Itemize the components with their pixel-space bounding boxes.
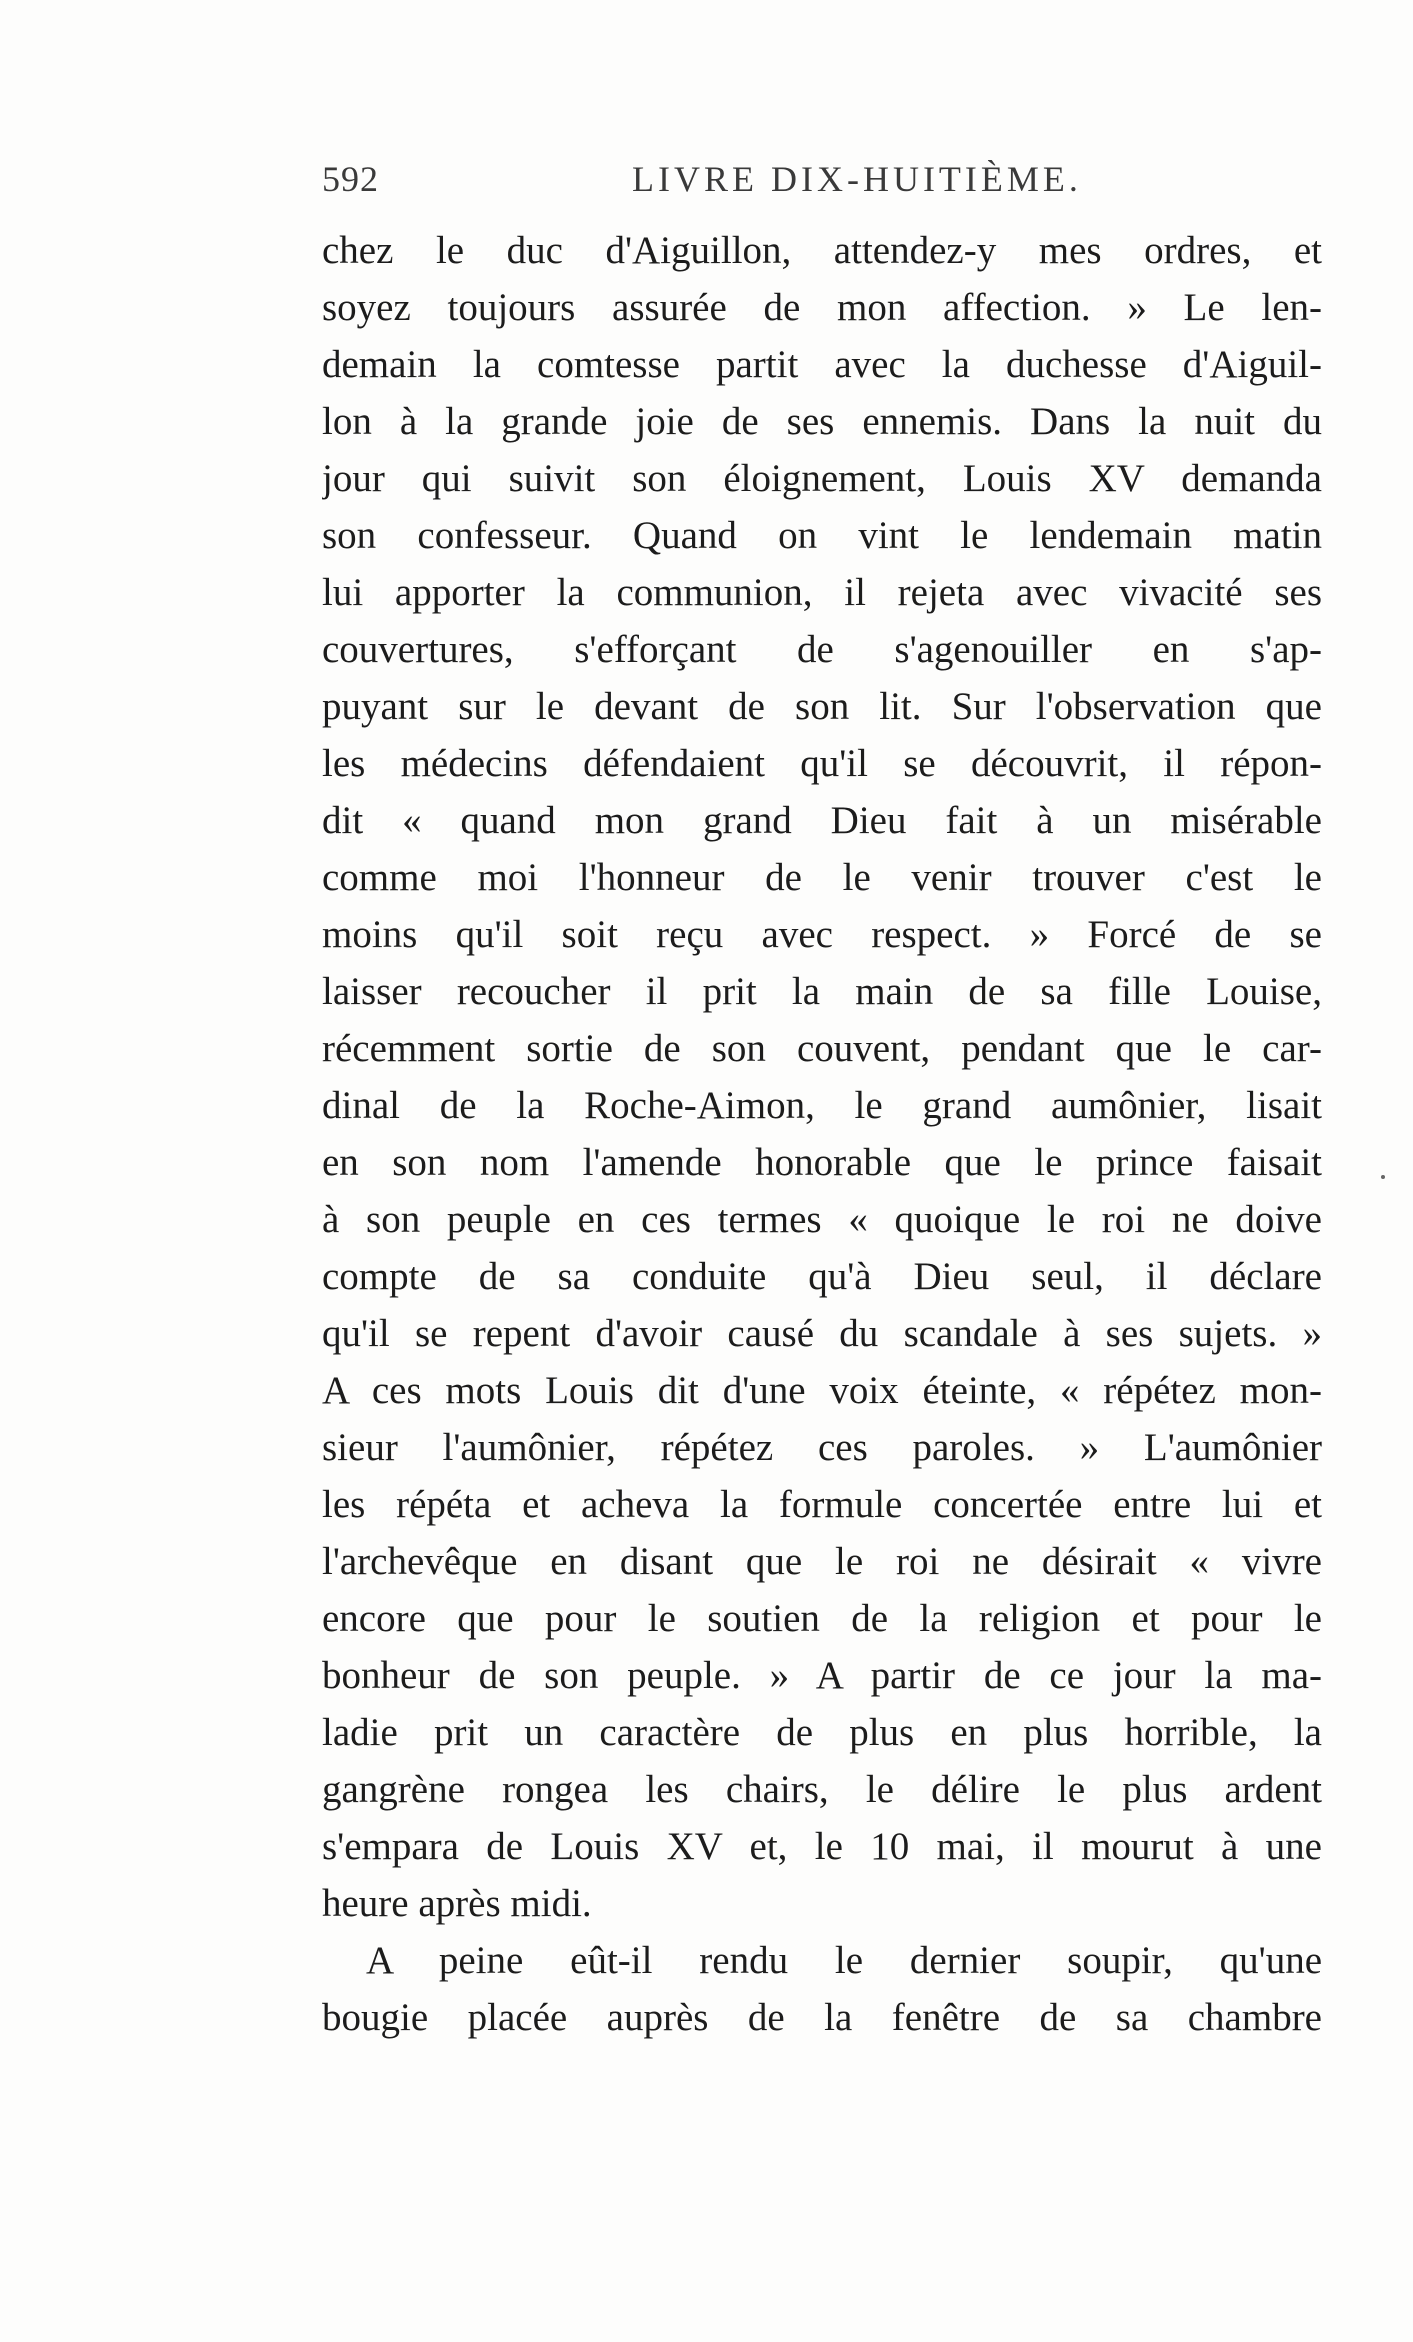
text-line: puyant sur le devant de son lit. Sur l'observation que	[322, 685, 1322, 728]
text-line: lon à la grande joie de ses ennemis. Dans la nuit du	[322, 400, 1322, 443]
text-line: soyez toujours assurée de mon affection. » Le len-	[322, 286, 1322, 329]
text-line: les médecins défendaient qu'il se découvrit, il répon-	[322, 742, 1322, 785]
text-line: gangrène rongea les chairs, le délire le plus ardent	[322, 1768, 1322, 1811]
text-line: chez le duc d'Aiguillon, attendez-y mes ordres, et	[322, 229, 1322, 272]
text-line: les répéta et acheva la formule concertée entre lui et	[322, 1483, 1322, 1526]
text-line: comme moi l'honneur de le venir trouver c'est le	[322, 856, 1322, 899]
text-line: compte de sa conduite qu'à Dieu seul, il déclare	[322, 1255, 1322, 1298]
text-line: A ces mots Louis dit d'une voix éteinte, « répétez mon-	[322, 1369, 1322, 1412]
text-line: dinal de la Roche-Aimon, le grand aumônier, lisait	[322, 1084, 1322, 1127]
running-head	[322, 158, 1332, 208]
text-line: ladie prit un caractère de plus en plus horrible, la	[322, 1711, 1322, 1754]
body-text	[322, 222, 1322, 2046]
text-line: heure après midi.	[322, 1882, 592, 1925]
text-line: récemment sortie de son couvent, pendant que le car-	[322, 1027, 1322, 1070]
text-line: jour qui suivit son éloignement, Louis XV demanda	[322, 457, 1322, 500]
text-line: lui apporter la communion, il rejeta avec vivacité ses	[322, 571, 1322, 614]
text-line: encore que pour le soutien de la religion et pour le	[322, 1597, 1322, 1640]
page-number: 592	[322, 159, 379, 199]
text-line: sieur l'aumônier, répétez ces paroles. » L'aumônier	[322, 1426, 1322, 1469]
text-line: s'empara de Louis XV et, le 10 mai, il mourut à une	[322, 1825, 1322, 1868]
text-line: bougie placée auprès de la fenêtre de sa chambre	[322, 1996, 1322, 2039]
text-line: en son nom l'amende honorable que le prince faisait	[322, 1141, 1322, 1184]
text-line: son confesseur. Quand on vint le lendemain matin	[322, 514, 1322, 557]
text-line: laisser recoucher il prit la main de sa fille Louise,	[322, 970, 1322, 1013]
text-line: qu'il se repent d'avoir causé du scandale à ses sujets. »	[322, 1312, 1322, 1355]
text-line: couvertures, s'efforçant de s'agenouiller en s'ap-	[322, 628, 1322, 671]
text-line: A peine eût-il rendu le dernier soupir, qu'une	[366, 1939, 1322, 1982]
margin-mark	[1381, 1175, 1385, 1179]
text-line: bonheur de son peuple. » A partir de ce jour la ma-	[322, 1654, 1322, 1697]
running-title: LIVRE DIX-HUITIÈME.	[632, 159, 1082, 199]
text-line: moins qu'il soit reçu avec respect. » Forcé de se	[322, 913, 1322, 956]
text-line: demain la comtesse partit avec la duchesse d'Aiguil-	[322, 343, 1322, 386]
text-line: à son peuple en ces termes « quoique le roi ne doive	[322, 1198, 1322, 1241]
text-line: dit « quand mon grand Dieu fait à un misérable	[322, 799, 1322, 842]
text-line: l'archevêque en disant que le roi ne désirait « vivre	[322, 1540, 1322, 1583]
